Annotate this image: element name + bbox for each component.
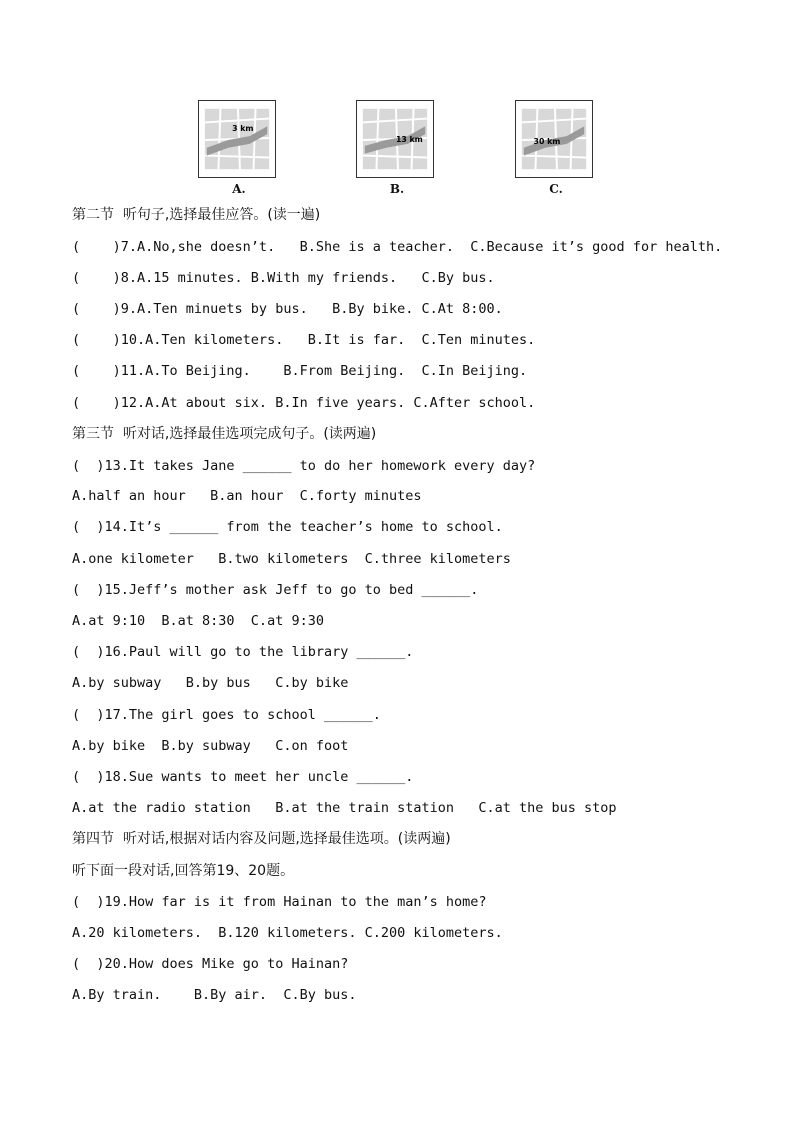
question-11: ( )11.A.To Beijing. B.From Beijing. C.In Beijing.: [72, 363, 528, 379]
options-13: A.half an hour B.an hour C.forty minutes: [72, 488, 422, 504]
options-14: A.one kilometer B.two kilometers C.three kilometers: [72, 551, 511, 567]
map-b-distance: 13 km: [395, 134, 423, 144]
question-9: ( )9.A.Ten minuets by bus. B.By bike. C.At 8:00.: [72, 301, 503, 317]
map-b-image: [356, 100, 434, 178]
options-16: A.by subway B.by bus C.by bike: [72, 675, 349, 691]
question-12: ( )12.A.At about six. B.In five years. C.After school.: [72, 395, 536, 411]
section-heading-2: 第二节 听句子,选择最佳应答。(读一遍): [72, 207, 321, 223]
map-a-icon: [199, 101, 275, 177]
map-c-icon: [516, 101, 592, 177]
question-18: ( )18.Sue wants to meet her uncle ______.: [72, 769, 414, 785]
question-16: ( )16.Paul will go to the library ______.: [72, 644, 414, 660]
question-10: ( )10.A.Ten kilometers. B.It is far. C.Ten minutes.: [72, 332, 536, 348]
map-figures: [0, 100, 794, 200]
map-c-label: C.: [549, 182, 563, 196]
map-b-label: B.: [389, 182, 405, 196]
options-20: A.By train. B.By air. C.By bus.: [72, 987, 357, 1003]
options-18: A.at the radio station B.at the train station C.at the bus stop: [72, 800, 617, 816]
question-13: ( )13.It takes Jane ______ to do her homework every day?: [72, 458, 536, 474]
section-heading-4: 第四节 听对话,根据对话内容及问题,选择最佳选项。(读两遍): [72, 831, 451, 847]
question-15: ( )15.Jeff’s mother ask Jeff to go to bed ______.: [72, 582, 479, 598]
map-c-image: [515, 100, 593, 178]
question-20: ( )20.How does Mike go to Hainan?: [72, 956, 349, 972]
question-7: ( )7.A.No,she doesn’t. B.She is a teacher. C.Because it’s good for health.: [72, 239, 723, 255]
question-17: ( )17.The girl goes to school ______.: [72, 707, 381, 723]
map-a-image: [198, 100, 276, 178]
map-b-icon: [357, 101, 433, 177]
map-c-distance: 30 km: [533, 136, 561, 146]
question-19: ( )19.How far is it from Hainan to the man’s home?: [72, 894, 487, 910]
section-heading-3: 第三节 听对话,选择最佳选项完成句子。(读两遍): [72, 426, 377, 442]
options-15: A.at 9:10 B.at 8:30 C.at 9:30: [72, 613, 324, 629]
question-14: ( )14.It’s ______ from the teacher’s home to school.: [72, 519, 503, 535]
question-8: ( )8.A.15 minutes. B.With my friends. C.By bus.: [72, 270, 495, 286]
map-a-distance: 3 km: [232, 124, 254, 134]
dialogue-instruction: 听下面一段对话,回答第19、20题。: [72, 863, 295, 879]
options-17: A.by bike B.by subway C.on foot: [72, 738, 349, 754]
map-a-label: A.: [232, 182, 246, 196]
options-19: A.20 kilometers. B.120 kilometers. C.200 kilometers.: [72, 925, 503, 941]
